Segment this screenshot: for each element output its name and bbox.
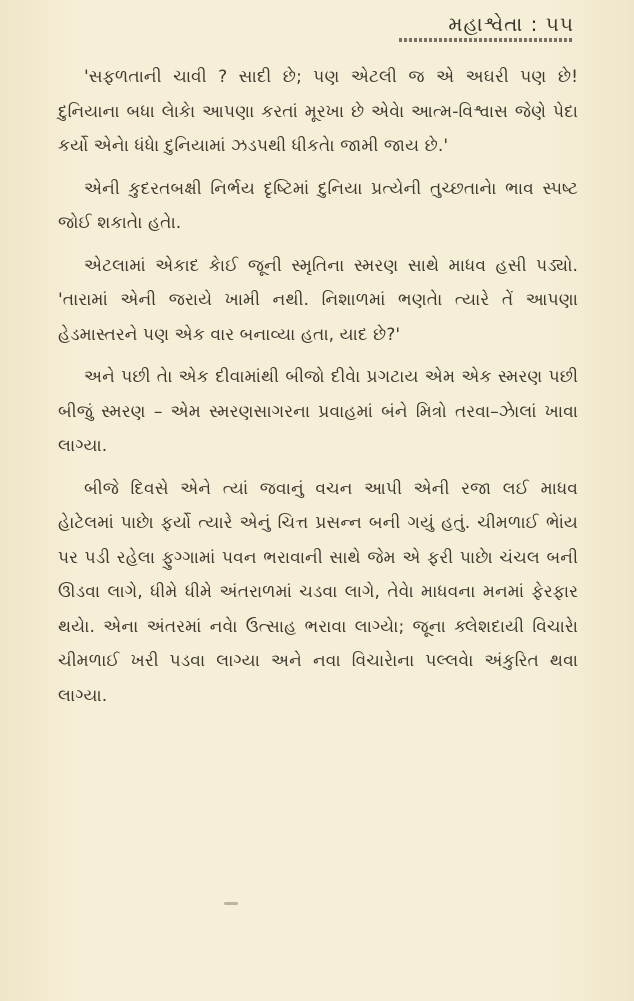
header-title: મહાશ્વેતા : ૫૫ bbox=[448, 12, 574, 36]
paragraph-4: અને પછી તેા એક દીવામાંથી બીજો દીવેા પ્રગટાય એમ એક સ્મરણ પછી બીજું સ્મરણ – એમ સ્મરણસાગરના પ્રવાહમાં બંને મિત્રો તરવા–ઝેાલાં ખાવા લાગ્યા. bbox=[58, 367, 578, 456]
printer-mark bbox=[224, 902, 238, 905]
running-header bbox=[399, 12, 574, 42]
paragraph-3: એટલામાં એકાદ કેાઈ જૂની સ્મૃતિના સ્મરણ સાથે માધવ હસી પડ્યો. 'તારામાં એની જરાયે ખામી નથી. નિશાળમાં ભણતેા ત્યારે તેં આપણા હેડમાસ્તરને પણ એક વાર બનાવ્યા હતા, યાદ છે?' bbox=[58, 255, 578, 345]
header-decorative-rule bbox=[399, 38, 574, 42]
page-body bbox=[58, 60, 578, 721]
paragraph-1: 'સફળતાની ચાવી ? સાદી છે; પણ એટલી જ એ અઘરી પણ છે! દુનિયાના બધા લેાકેા આપણા કરતાં મૂરખા છે એવેા આત્મ-વિશ્વાસ જેણે પેદા કર્યો એનેા ધંધેા દુનિયામાં ઝડપથી ધીકતેા જામી જાય છે.' bbox=[58, 67, 578, 156]
paragraph-2: એની કુદરતબક્ષી નિર્ભય દૃષ્ટિમાં દુનિયા પ્રત્યેની તુચ્છતાનેા ભાવ સ્પષ્ટ જોઈ શકાતેા હતેા. bbox=[58, 178, 578, 233]
paragraph-5: બીજે દિવસે એને ત્યાં જવાનું વચન આપી એની રજા લઈ માધવ હેાટેલમાં પાછેા ફર્યો ત્યારે એનું ચિત્ત પ્રસન્ન બની ગયું હતું. ચીમળાઈ ભેાંય પર પડી રહેલા ફુગ્ગામાં પવન ભરાવાની સાથે જેમ એ ફરી પાછેા ચંચલ બની ઊડવા લાગે, ધીમે ધીમે અંતરાળમાં ચડવા લાગે, તેવેા માધવના મનમાં ફેરફાર થયેા. એના અંતરમાં નવેા ઉત્સાહ ભરાવા લાગ્યેા; જૂના ક્લેશદાયી વિચારેા ચીમળાઈ ખરી પડવા લાગ્યા અને નવા વિચારેાના પલ્લવેા અંકુરિત થવા લાગ્યા. bbox=[58, 478, 578, 706]
